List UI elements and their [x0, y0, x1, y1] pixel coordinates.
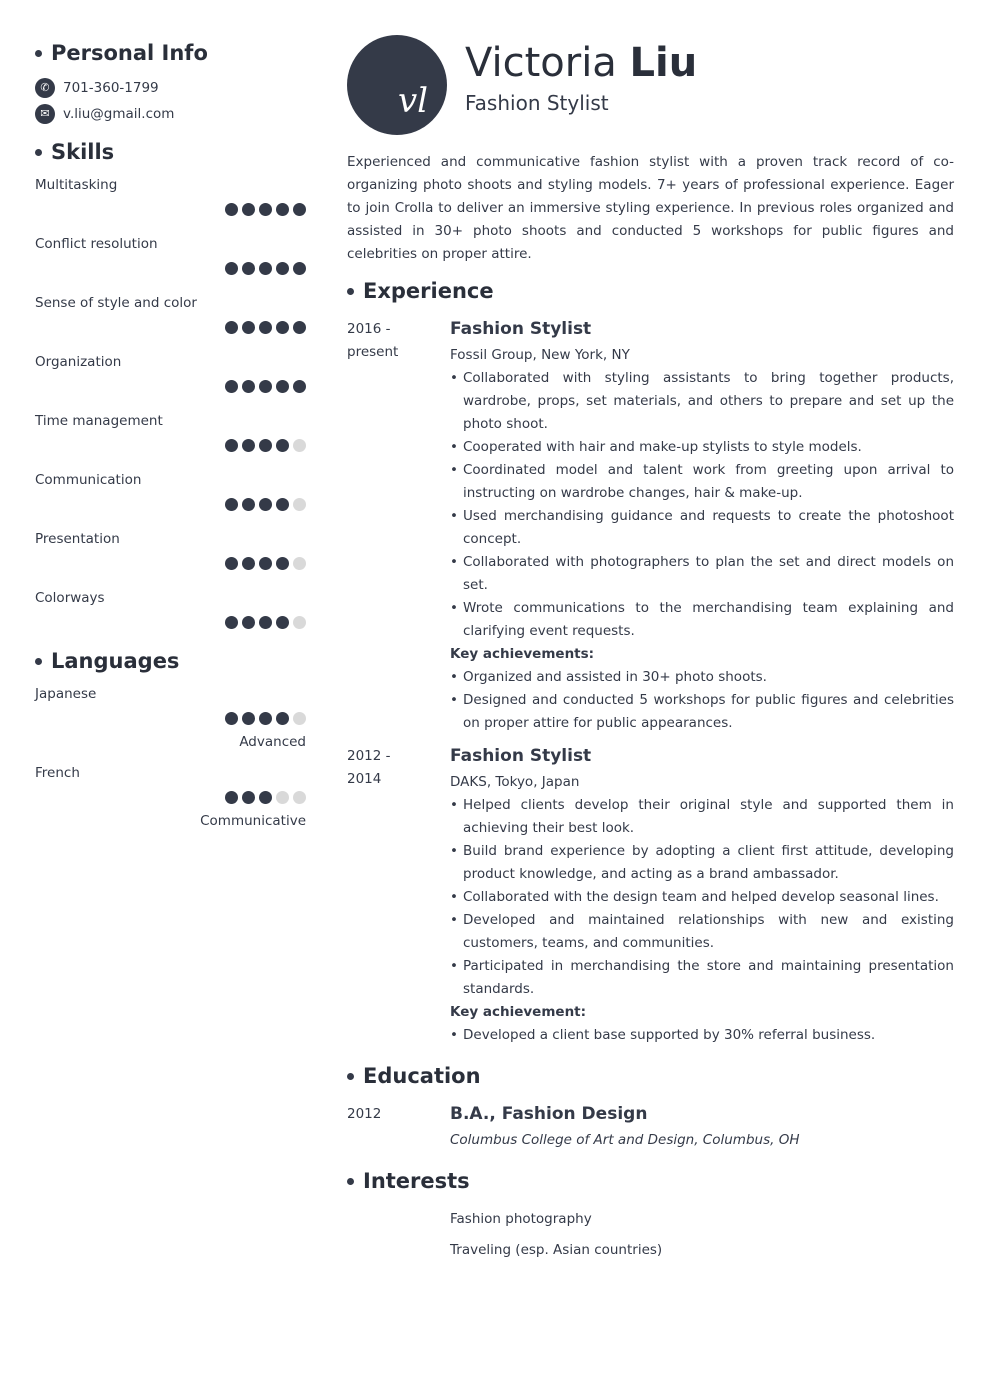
initials-logo: vl — [347, 35, 447, 135]
experience-entry — [347, 318, 954, 735]
rating-dot-filled — [276, 439, 289, 452]
education-entry — [347, 1103, 954, 1152]
rating-dot-filled — [259, 439, 272, 452]
languages-list — [35, 684, 306, 842]
bullet-item: • Collaborated with styling assistants to bring together products, wardrobe, props, set materials, and others to prepare and set up the photo shoot. — [450, 367, 954, 436]
bullet-item: • Collaborated with photographers to plan the set and direct models on set. — [450, 551, 954, 597]
achievement-item: • Designed and conducted 5 workshops for public figures and celebrities on proper attire for public appearances. — [450, 689, 954, 735]
language-label: Japanese — [35, 686, 97, 702]
email-row — [35, 102, 306, 125]
rating-dot-filled — [259, 262, 272, 275]
rating-dot-filled — [225, 498, 238, 511]
school: Columbus College of Art and Design, Columbus, OH — [450, 1132, 800, 1148]
personal-info-heading: Personal Info — [35, 38, 306, 68]
achievements-list — [450, 666, 954, 735]
rating-dot-filled — [259, 557, 272, 570]
rating-dot-filled — [276, 203, 289, 216]
rating-dot-filled — [225, 203, 238, 216]
language-level: Advanced — [239, 734, 306, 750]
skills-list — [35, 175, 306, 647]
language-label: French — [35, 765, 80, 781]
rating-dot-filled — [259, 498, 272, 511]
skill-item — [35, 175, 306, 234]
experience-title: Fashion Stylist — [450, 746, 592, 766]
interests-heading: Interests — [347, 1166, 954, 1196]
first-name: Victoria — [465, 40, 617, 86]
rating-dot-filled — [242, 498, 255, 511]
rating-dot-empty — [293, 791, 306, 804]
experience-entry — [347, 745, 954, 1047]
rating-dot-empty — [293, 712, 306, 725]
phone-icon: ✆ — [35, 78, 55, 98]
email: v.liu@gmail.com — [63, 105, 175, 122]
rating-dot-filled — [242, 791, 255, 804]
bullet-item: • Coordinated model and talent work from greeting upon arrival to instructing on wardrobe changes, hair & make-up. — [450, 459, 954, 505]
rating-dot-empty — [293, 557, 306, 570]
experience-date: 2016 - present — [347, 321, 399, 360]
language-level: Communicative — [200, 813, 306, 829]
rating-dot-filled — [276, 557, 289, 570]
rating-dot-filled — [259, 380, 272, 393]
experience-list — [347, 318, 954, 1047]
rating-dot-filled — [225, 380, 238, 393]
experience-date: 2012 - 2014 — [347, 748, 391, 787]
skill-label: Conflict resolution — [35, 236, 158, 252]
bullet-item: • Cooperated with hair and make-up stylists to style models. — [450, 436, 954, 459]
last-name: Liu — [629, 40, 698, 86]
rating-dot-filled — [293, 380, 306, 393]
skill-item — [35, 588, 306, 647]
skills-heading: Skills — [35, 137, 306, 167]
rating-dot-filled — [259, 791, 272, 804]
bullet-item: • Helped clients develop their original style and supported them in achieving their best look. — [450, 794, 954, 840]
achievements-list — [450, 1024, 954, 1047]
rating-dot-empty — [293, 616, 306, 629]
degree: B.A., Fashion Design — [450, 1104, 648, 1124]
job-title: Fashion Stylist — [465, 91, 609, 115]
rating-dot-empty — [293, 439, 306, 452]
skill-label: Sense of style and color — [35, 295, 197, 311]
skill-label: Organization — [35, 354, 122, 370]
main — [347, 35, 954, 1266]
skill-label: Multitasking — [35, 177, 118, 193]
rating-dot-filled — [225, 791, 238, 804]
rating-dot-filled — [225, 712, 238, 725]
header — [347, 35, 954, 147]
experience-body — [450, 745, 954, 1047]
bullet-item: • Developed and maintained relationships with new and existing customers, teams, and communities. — [450, 909, 954, 955]
rating-dot-filled — [242, 203, 255, 216]
interests-list — [450, 1204, 954, 1266]
rating-dot-filled — [225, 439, 238, 452]
skill-item — [35, 529, 306, 588]
experience-title: Fashion Stylist — [450, 319, 592, 339]
rating-dot-filled — [225, 321, 238, 334]
rating-dot-filled — [225, 616, 238, 629]
rating-dots — [225, 791, 306, 804]
company: Fossil Group, New York, NY — [450, 347, 630, 363]
rating-dot-filled — [225, 557, 238, 570]
rating-dot-filled — [293, 321, 306, 334]
language-item — [35, 684, 306, 763]
rating-dots — [225, 616, 306, 629]
experience-heading: Experience — [347, 276, 954, 306]
language-item — [35, 763, 306, 842]
rating-dots — [225, 262, 306, 275]
skill-label: Communication — [35, 472, 142, 488]
rating-dot-filled — [276, 380, 289, 393]
skill-label: Colorways — [35, 590, 105, 606]
summary: Experienced and communicative fashion stylist with a proven track record of co-organizing photo shoots and styling models. 7+ years of professional experience. Eager to join Crolla to deliver an immersive styling experience. In previous roles organized and assisted in 30+ photo shoots and conducted 5 workshops for public figures and celebrities on proper attire. — [347, 154, 954, 262]
rating-dot-filled — [293, 203, 306, 216]
phone: 701-360-1799 — [63, 79, 159, 96]
interest-item: Fashion photography — [450, 1211, 592, 1227]
rating-dot-filled — [242, 557, 255, 570]
key-achievements-label: Key achievements: — [450, 646, 595, 662]
bullet-item: • Build brand experience by adopting a client first attitude, developing product knowledge, and acting as a brand ambassador. — [450, 840, 954, 886]
responsibilities-list — [450, 367, 954, 643]
interest-item: Traveling (esp. Asian countries) — [450, 1242, 663, 1258]
bullet-item: • Wrote communications to the merchandising team explaining and clarifying event requests. — [450, 597, 954, 643]
education-date: 2012 — [347, 1106, 382, 1122]
rating-dot-filled — [259, 321, 272, 334]
rating-dots — [225, 557, 306, 570]
phone-row — [35, 76, 306, 99]
rating-dot-filled — [225, 262, 238, 275]
rating-dot-filled — [293, 262, 306, 275]
bullet-item: • Participated in merchandising the store and maintaining presentation standards. — [450, 955, 954, 1001]
rating-dot-filled — [259, 712, 272, 725]
languages-heading: Languages — [35, 646, 306, 676]
rating-dots — [225, 380, 306, 393]
skill-item — [35, 293, 306, 352]
sidebar — [35, 38, 306, 842]
rating-dot-filled — [259, 203, 272, 216]
rating-dots — [225, 203, 306, 216]
rating-dot-filled — [276, 616, 289, 629]
experience-body — [450, 318, 954, 735]
rating-dot-filled — [259, 616, 272, 629]
responsibilities-list — [450, 794, 954, 1001]
rating-dots — [225, 321, 306, 334]
rating-dots — [225, 498, 306, 511]
rating-dots — [225, 712, 306, 725]
bullet-item: • Collaborated with the design team and helped develop seasonal lines. — [450, 886, 954, 909]
skill-label: Presentation — [35, 531, 120, 547]
rating-dot-filled — [242, 380, 255, 393]
skill-item — [35, 352, 306, 411]
rating-dot-filled — [242, 712, 255, 725]
company: DAKS, Tokyo, Japan — [450, 774, 580, 790]
education-heading: Education — [347, 1061, 954, 1091]
achievement-item: • Organized and assisted in 30+ photo shoots. — [450, 666, 954, 689]
rating-dot-filled — [242, 321, 255, 334]
rating-dot-filled — [276, 712, 289, 725]
key-achievements-label: Key achievement: — [450, 1004, 587, 1020]
name — [465, 41, 697, 85]
email-icon: ✉ — [35, 104, 55, 124]
skill-label: Time management — [35, 413, 163, 429]
rating-dot-filled — [276, 498, 289, 511]
rating-dot-filled — [276, 321, 289, 334]
bullet-item: • Used merchandising guidance and requests to create the photoshoot concept. — [450, 505, 954, 551]
skill-item — [35, 411, 306, 470]
skill-item — [35, 234, 306, 293]
achievement-item: • Developed a client base supported by 30% referral business. — [450, 1024, 954, 1047]
rating-dot-empty — [276, 791, 289, 804]
rating-dot-filled — [242, 439, 255, 452]
rating-dot-filled — [242, 616, 255, 629]
skill-item — [35, 470, 306, 529]
rating-dot-filled — [242, 262, 255, 275]
rating-dots — [225, 439, 306, 452]
rating-dot-empty — [293, 498, 306, 511]
rating-dot-filled — [276, 262, 289, 275]
